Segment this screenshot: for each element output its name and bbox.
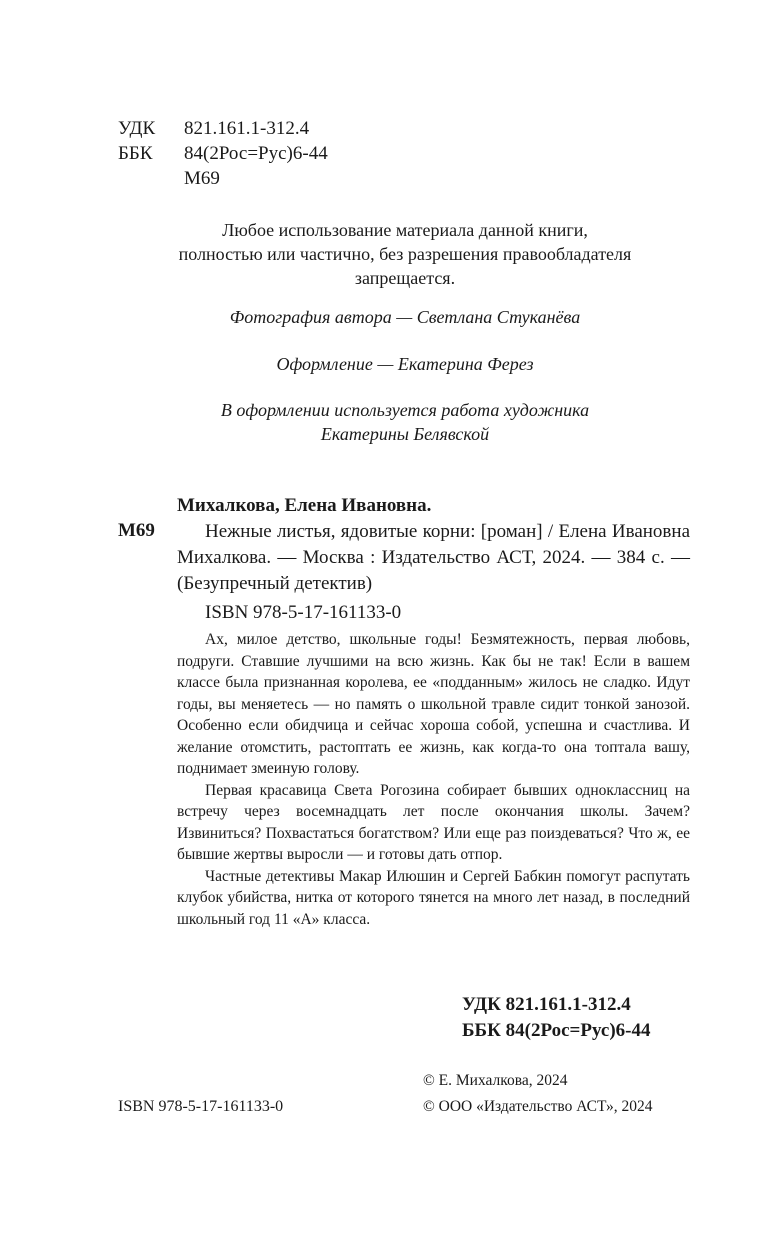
copyright-publisher: © ООО «Издательство АСТ», 2024 <box>423 1098 653 1115</box>
photo-credit: Фотография автора — Светлана Стуканёва <box>229 307 581 327</box>
bbk-label: ББК <box>118 143 153 164</box>
copyright-author: © Е. Михалкова, 2024 <box>423 1072 568 1089</box>
author-heading: Михалкова, Елена Ивановна. <box>177 495 432 516</box>
annotation-paragraph: Ах, милое детство, школьные годы! Безмятежность, первая любовь, подруги. Ставшие лучшими на всю жизнь. Как бы не так! Если в вашем классе была признанная королева, ее «подданным» жилось не сладко. Идут годы, вы меняетесь — но память о школьной травле сидит тонкой занозой. Особенно если обидчица и сейчас хороша собой, успешна и счастлива. И желание отомстить, растоптать ее жизнь, как когда-то она топтала вашу, поднимает змеиную голову. <box>177 631 690 777</box>
artwork-credit-line: Екатерины Белявской <box>320 424 490 444</box>
annotation-paragraph: Частные детективы Макар Илюшин и Сергей Бабкин помогут распутать клубок убийства, нитка от которого тянется на много лет назад, в последний школьный год 11 «А» класса. <box>177 867 690 928</box>
design-credit: Оформление — Екатерина Ферез <box>276 354 534 374</box>
isbn: ISBN 978-5-17-161133-0 <box>205 602 402 623</box>
isbn-footer: ISBN 978-5-17-161133-0 <box>118 1098 284 1115</box>
bbk-value: 84(2Рос=Рус)6-44 <box>184 143 328 164</box>
udk-label: УДК <box>118 118 156 139</box>
udk-row <box>118 117 309 141</box>
rights-notice-line: запрещается. <box>354 268 456 288</box>
artwork-credit <box>80 398 730 446</box>
udk-bottom: УДК 821.161.1-312.4 <box>462 994 631 1015</box>
bibliographic-description: Нежные листья, ядовитые корни: [роман] / Елена Ивановна Михалкова. — Москва : Издательство АСТ, 2024. — 384 с. — (Безупречный детектив) <box>177 521 690 594</box>
annotation-paragraph: Первая красавица Света Рогозина собирает бывших одноклассниц на встречу через восемнадцать лет после окончания школы. Зачем? Извиниться? Похвастаться богатством? Или еще раз поиздеваться? Что ж, ее бывшие жертвы выросли — и готовы дать отпор. <box>177 781 690 863</box>
annotation <box>177 629 690 930</box>
artwork-credit-line: В оформлении используется работа художника <box>220 400 590 420</box>
author-code: М69 <box>184 168 220 189</box>
bbk-row <box>118 142 328 166</box>
author-mark: М69 <box>118 520 155 541</box>
rights-notice-line: полностью или частично, без разрешения правообладателя <box>178 244 632 264</box>
rights-notice <box>80 218 730 290</box>
udk-value: 821.161.1-312.4 <box>184 118 310 139</box>
rights-notice-line: Любое использование материала данной книги, <box>222 220 588 240</box>
bbk-bottom: ББК 84(2Рос=Рус)6-44 <box>462 1020 651 1041</box>
